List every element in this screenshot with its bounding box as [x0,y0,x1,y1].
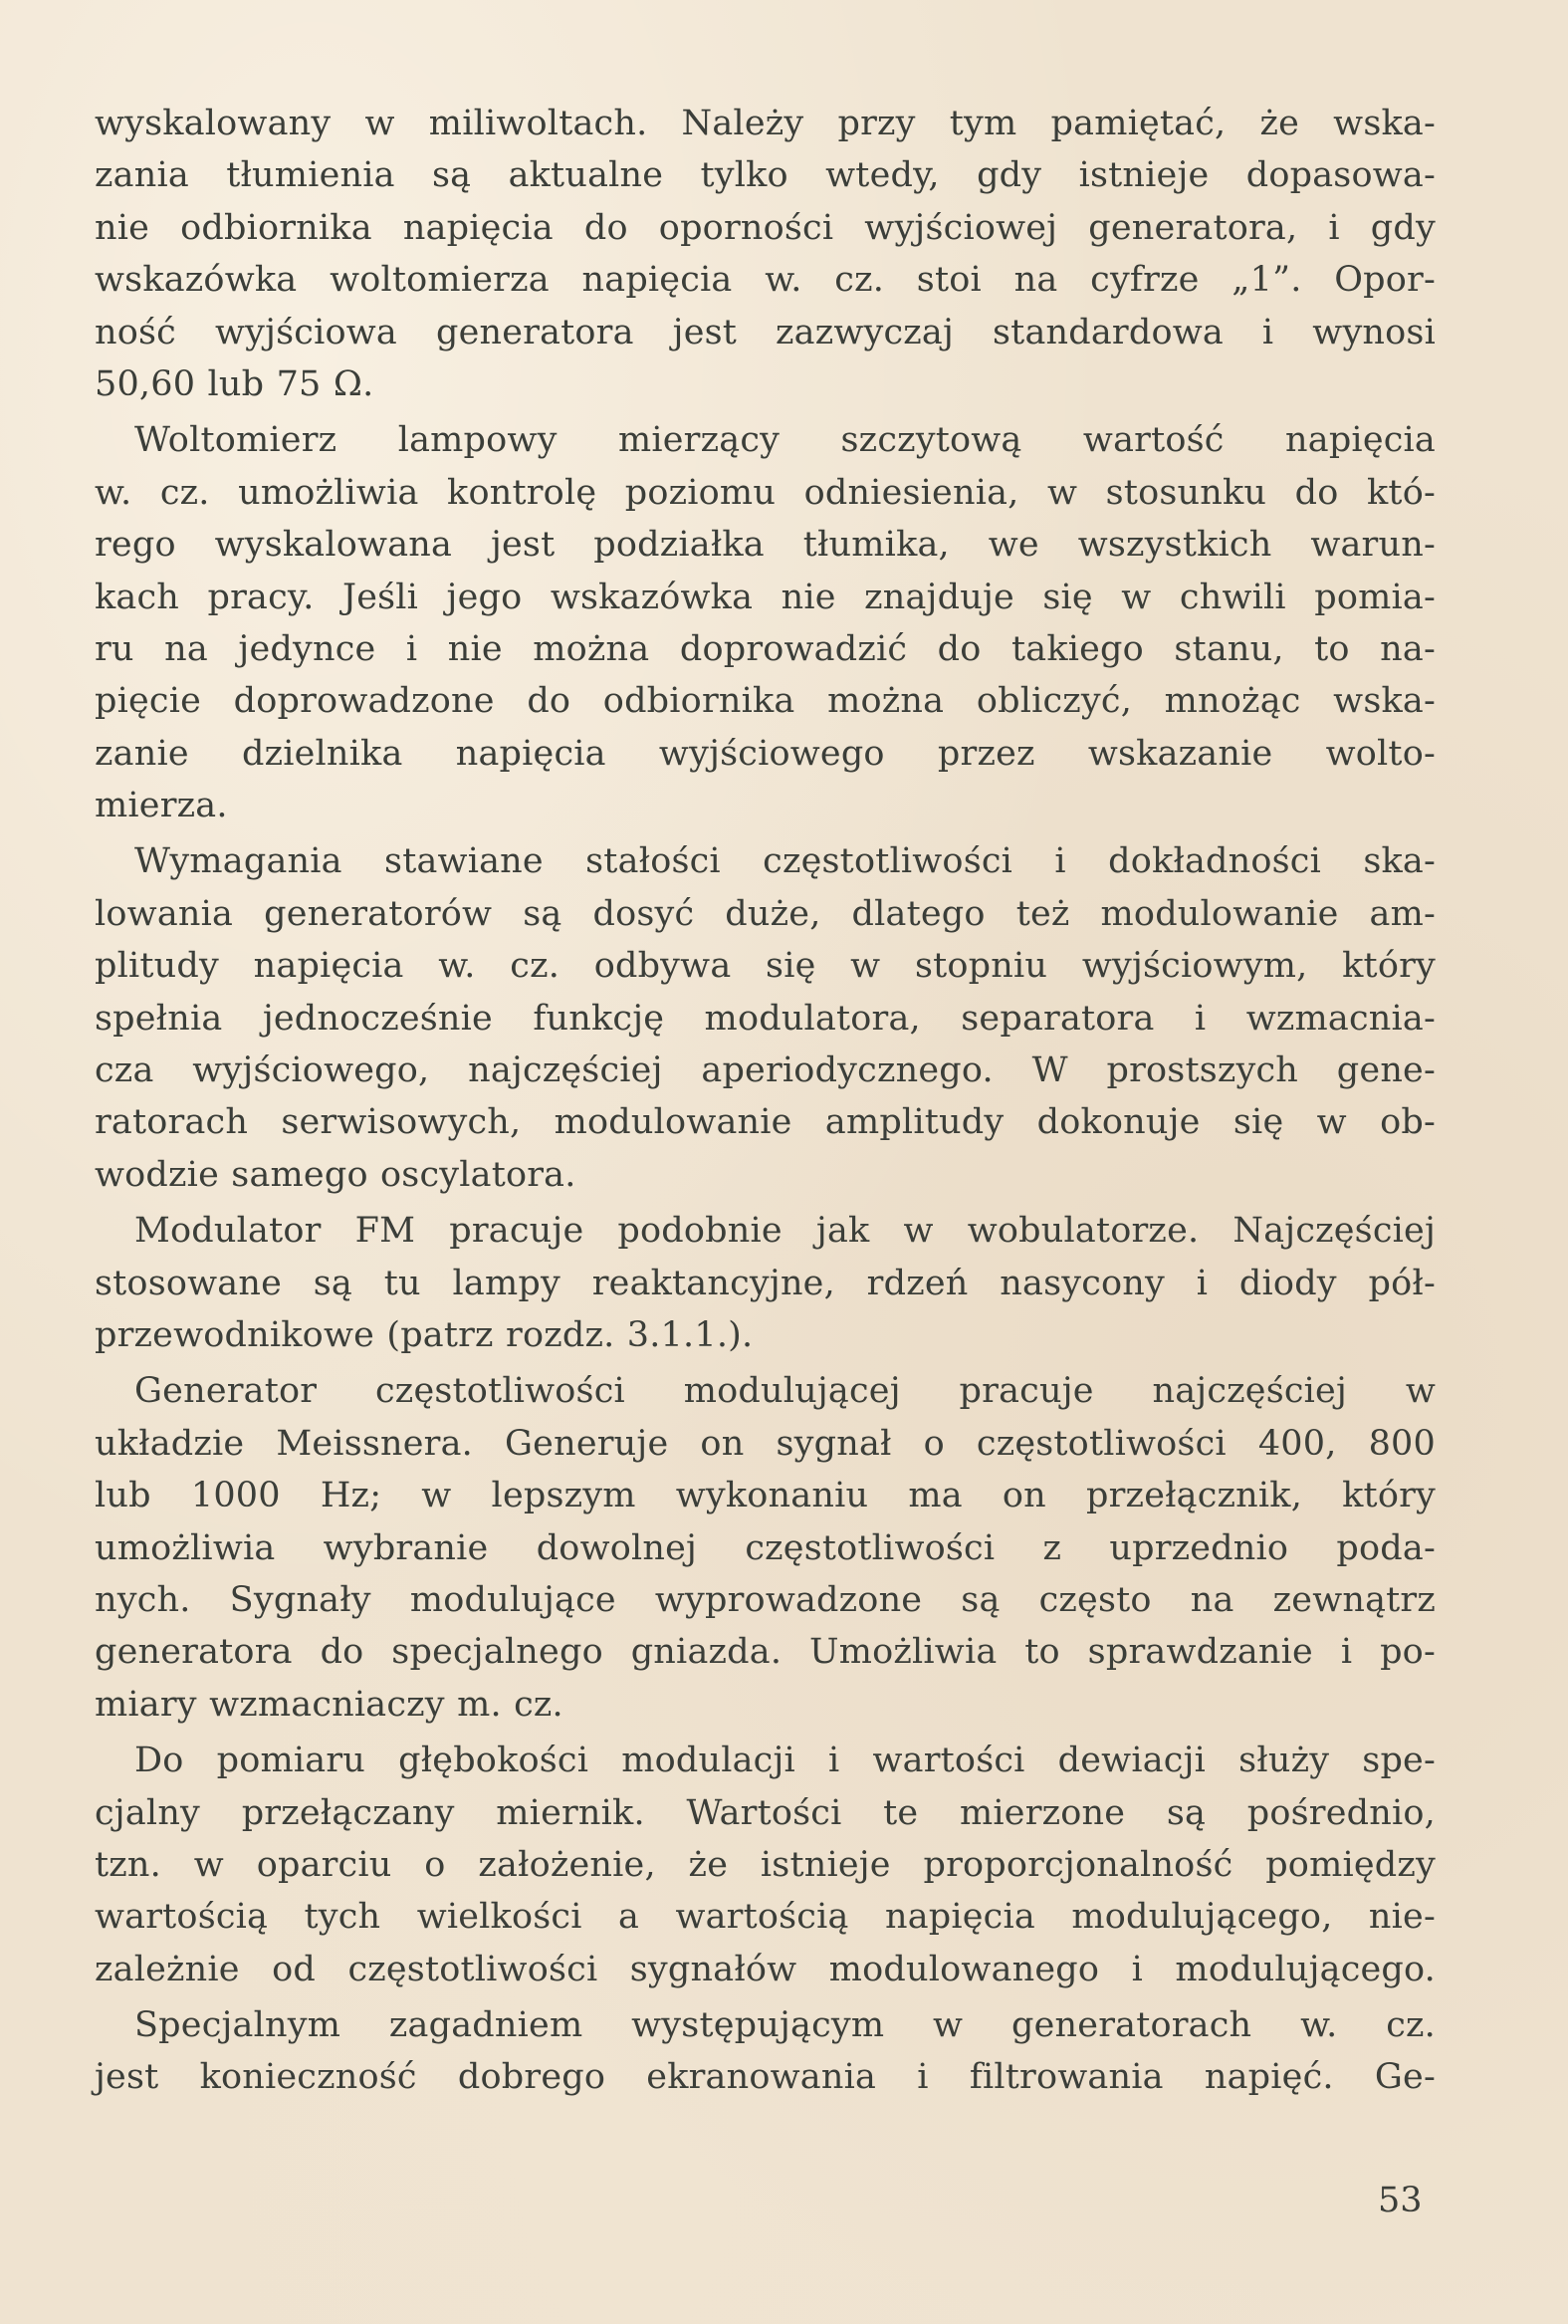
text-line: wskazówka woltomierza napięcia w. cz. stoi na cyfrze „1”. Opor- [95,260,1436,301]
text-line: lowania generatorów są dosyć duże, dlatego też modulowanie am- [95,893,1436,934]
text-line: lub 1000 Hz; w lepszym wykonaniu ma on przełącznik, który [95,1476,1436,1516]
text-line: kach pracy. Jeśli jego wskazówka nie znajduje się w chwili pomia- [95,577,1436,617]
text-line: cjalny przełączany miernik. Wartości te mierzone są pośrednio, [95,1792,1436,1833]
text-line: Modulator FM pracuje podobnie jak w wobulatorze. Najczęściej [134,1211,1436,1252]
page-number: 53 [1378,2181,1423,2220]
page-body [95,98,1436,2108]
text-line: zanie dzielnika napięcia wyjściowego przez wskazanie wolto- [95,733,1436,774]
paragraph-5 [95,1365,1436,1731]
text-line: ru na jedynce i nie można doprowadzić do takiego stanu, to na- [95,628,1436,669]
text-line: generatora do specjalnego gniazda. Umożliwia to sprawdzanie i po- [95,1632,1436,1673]
text-line: miary wzmacniaczy m. cz. [95,1684,563,1725]
text-line: 50,60 lub 75 Ω. [95,363,374,404]
text-line: wodzie samego oscylatora. [95,1154,576,1195]
text-line: jest konieczność dobrego ekranowania i filtrowania napięć. Ge- [95,2057,1436,2098]
text-line: nych. Sygnały modulujące wyprowadzone są często na zewnątrz [95,1579,1436,1620]
paragraph-7 [95,1999,1436,2104]
text-line: zania tłumienia są aktualne tylko wtedy, gdy istnieje dopasowa- [95,155,1436,196]
text-line: Wymagania stawiane stałości częstotliwości i dokładności ska- [134,841,1436,882]
text-line: przewodnikowe (patrz rozdz. 3.1.1.). [95,1314,754,1355]
text-line: Do pomiaru głębokości modulacji i wartości dewiacji służy spe- [134,1741,1436,1781]
paragraph-1 [95,98,1436,410]
text-line: stosowane są tu lampy reaktancyjne, rdzeń nasycony i diody pół- [95,1263,1436,1303]
text-line: mierza. [95,786,228,826]
text-line: Generator częstotliwości modulującej pracuje najczęściej w [134,1371,1436,1412]
text-line: nie odbiornika napięcia do oporności wyjściowej generatora, i gdy [95,207,1436,248]
text-line: Woltomierz lampowy mierzący szczytową wartość napięcia [134,420,1436,461]
paragraph-6 [95,1735,1436,1995]
text-line: Specjalnym zagadniem występującym w generatorach w. cz. [134,2005,1436,2046]
text-line: zależnie od częstotliwości sygnałów modulowanego i modulującego. [95,1949,1436,1989]
text-line: pięcie doprowadzone do odbiornika można obliczyć, mnożąc wska- [95,681,1436,722]
text-line: rego wyskalowana jest podziałka tłumika, we wszystkich warun- [95,525,1436,566]
text-line: układzie Meissnera. Generuje on sygnał o częstotliwości 400, 800 [95,1423,1436,1464]
text-line: cza wyjściowego, najczęściej aperiodycznego. W prostszych gene- [95,1050,1436,1091]
paragraph-3 [95,835,1436,1201]
text-line: wartością tych wielkości a wartością napięcia modulującego, nie- [95,1897,1436,1938]
text-line: wyskalowany w miliwoltach. Należy przy tym pamiętać, że wska- [95,104,1436,143]
paragraph-4 [95,1205,1436,1361]
text-line: umożliwia wybranie dowolnej częstotliwości z uprzednio poda- [95,1527,1436,1568]
text-line: w. cz. umożliwia kontrolę poziomu odniesienia, w stosunku do któ- [95,472,1436,513]
text-line: ność wyjściowa generatora jest zazwyczaj standardowa i wynosi [95,312,1436,352]
paragraph-2 [95,414,1436,831]
text-line: spełnia jednocześnie funkcję modulatora, separatora i wzmacnia- [95,998,1436,1039]
text-line: plitudy napięcia w. cz. odbywa się w stopniu wyjściowym, który [95,946,1436,987]
text-line: ratorach serwisowych, modulowanie amplitudy dokonuje się w ob- [95,1102,1436,1143]
text-line: tzn. w oparciu o założenie, że istnieje proporcjonalność pomiędzy [95,1844,1436,1885]
